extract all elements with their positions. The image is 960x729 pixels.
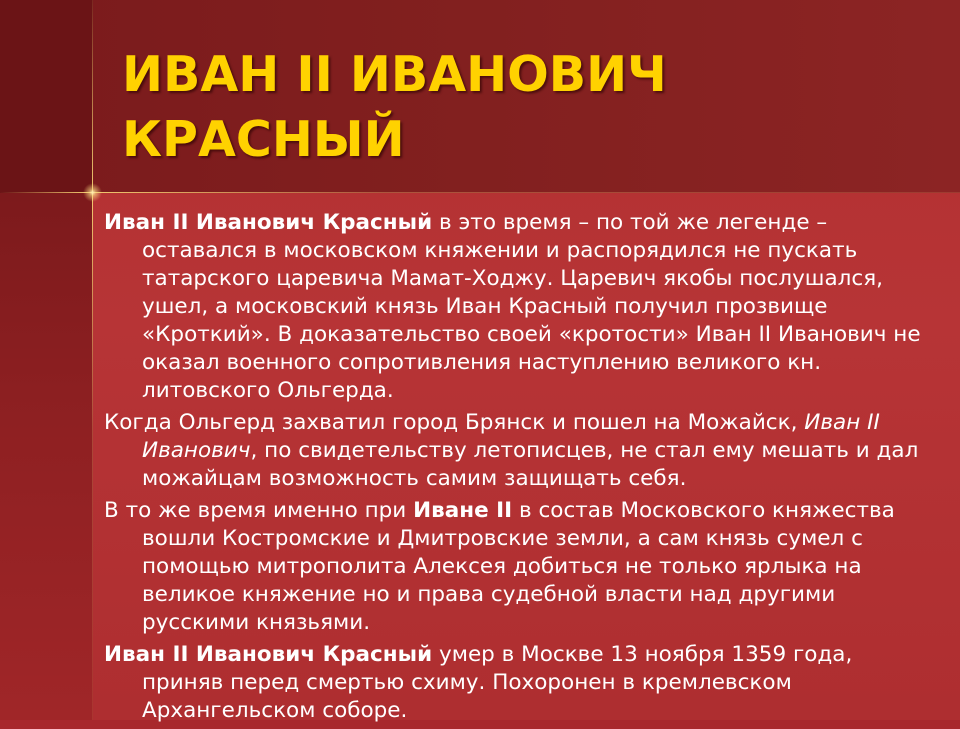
slide-body (104, 209, 934, 729)
paragraph-2 (104, 409, 934, 493)
paragraph-4 (104, 641, 934, 725)
paragraph-2-italic: Иван II Иванович (142, 410, 880, 463)
paragraph-1-text: в это время – по той же легенде – оставался в московском княжении и распорядился не пускать татарского царевича Мамат-Ходжу. Царевич якобы послушался, ушел, а московский князь Иван Красный получил прозвище «Кроткий». В доказательство своей «кротости» Иван II Иванович не оказал военного сопротивления наступлению великого кн. литовского Ольгерда. (142, 210, 921, 403)
paragraph-3-post: в состав Московского княжества вошли Костромские и Дмитровские земли, а сам князь сумел с помощью митрополита Алексея добиться не только ярлыка на великое княжение но и права судебной власти над другими русскими князьями. (142, 498, 895, 635)
vertical-divider (92, 0, 93, 720)
paragraph-4-text: умер в Москве 13 ноября 1359 года, приняв перед смертью схиму. Похоронен в кремлевском Архангельском соборе. (142, 642, 853, 723)
horizontal-divider (0, 192, 960, 193)
paragraph-3-pre: В то же время именно при (104, 498, 414, 523)
paragraph-1-bold: Иван II Иванович Красный (104, 210, 433, 235)
slide-title (122, 42, 942, 172)
paragraph-3 (104, 497, 934, 637)
title-line-1: ИВАН II ИВАНОВИЧ (122, 46, 667, 103)
paragraph-1 (104, 209, 934, 405)
light-spark-decoration (83, 183, 102, 202)
title-line-2: КРАСНЫЙ (122, 111, 405, 168)
left-band-corner (0, 0, 93, 193)
paragraph-2-pre: Когда Ольгерд захватил город Брянск и пошел на Можайск, (104, 410, 805, 435)
paragraph-2-post: , по свидетельству летописцев, не стал ему мешать и дал можайцам возможность самим защищать себя. (142, 438, 919, 491)
paragraph-4-bold: Иван II Иванович Красный (104, 642, 433, 667)
paragraph-3-bold: Иване II (413, 498, 513, 523)
